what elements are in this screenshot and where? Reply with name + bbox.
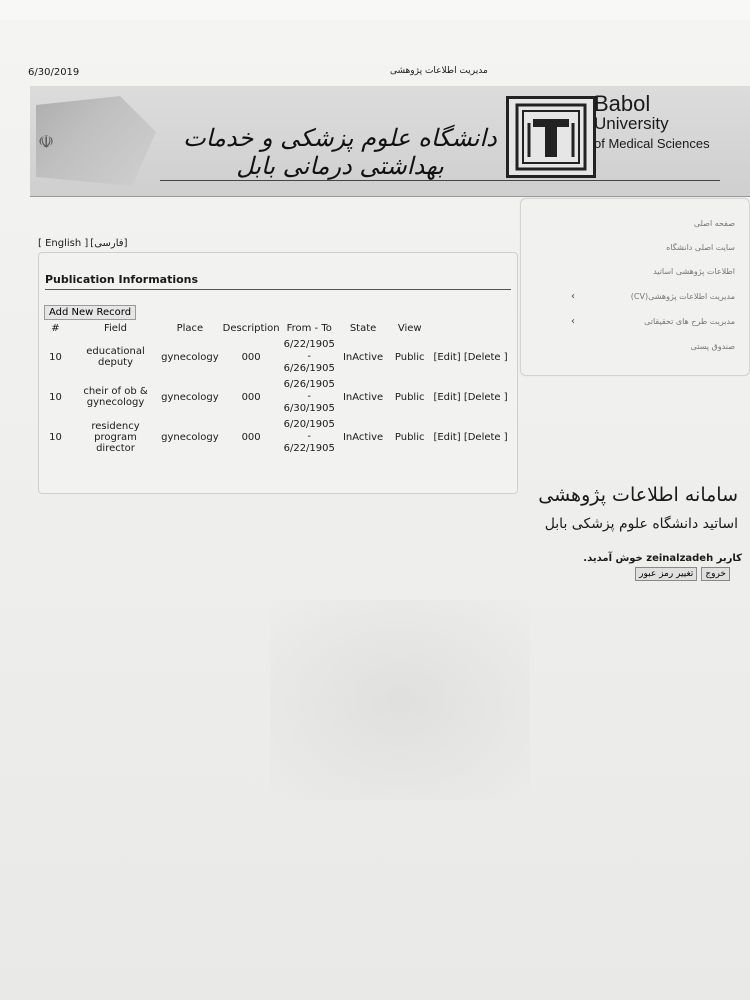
- user-actions: [635, 567, 730, 581]
- cell-from-to: [282, 417, 337, 457]
- table-header-row: [39, 319, 511, 337]
- university-name-line2: University: [594, 114, 669, 134]
- chevron-left-icon: ‹: [571, 316, 575, 327]
- cell-place: gynecology: [161, 351, 219, 363]
- add-new-record-button[interactable]: Add New Record: [44, 305, 136, 320]
- date-separator: -: [307, 351, 312, 362]
- table-row: [39, 377, 511, 417]
- cell-actions: [430, 377, 511, 417]
- flag-emblem-icon: ☫: [38, 132, 55, 153]
- cell-description: 000: [241, 431, 261, 443]
- edit-link[interactable]: [Edit]: [433, 431, 461, 443]
- menu-item-mailbox[interactable]: صندوق پستی: [690, 342, 735, 351]
- col-num: #: [51, 322, 60, 334]
- cell-view: Public: [394, 431, 425, 443]
- university-logo-icon: [506, 96, 596, 178]
- menu-item-cv-management[interactable]: مدیریت اطلاعات پژوهشی(CV): [630, 292, 735, 301]
- change-password-button[interactable]: تغییر رمز عبور: [635, 567, 697, 581]
- menu-item-research-projects[interactable]: مدیریت طرح های تحقیقاتی: [644, 317, 735, 326]
- cell-place: gynecology: [161, 431, 219, 443]
- chevron-left-icon: ‹: [571, 291, 575, 302]
- edit-link[interactable]: [Edit]: [433, 391, 461, 403]
- banner-divider: [160, 180, 720, 181]
- col-actions: [430, 319, 511, 337]
- cell-description: 000: [241, 351, 261, 363]
- date-from: 6/20/1905: [283, 419, 335, 430]
- publications-panel: [38, 252, 518, 494]
- cell-state: InActive: [342, 391, 384, 403]
- english-link[interactable]: [ English ]: [38, 238, 89, 249]
- cell-num: 10: [49, 391, 62, 403]
- menu-item-faculty-research[interactable]: اطلاعات پژوهشی اساتید: [653, 267, 735, 276]
- date-from: 6/26/1905: [283, 379, 335, 390]
- date-to: 6/26/1905: [283, 363, 335, 374]
- table-row: [39, 417, 511, 457]
- persian-link[interactable]: [فارسی]: [90, 238, 128, 249]
- print-date: 6/30/2019: [28, 67, 80, 78]
- delete-link[interactable]: [Delete ]: [463, 351, 508, 363]
- university-name-line3: of Medical Sciences: [594, 135, 710, 151]
- panel-title: Publication Informations: [45, 273, 199, 286]
- cell-place: gynecology: [161, 391, 219, 403]
- print-page-title: مدیریت اطلاعات پژوهشی: [390, 66, 488, 76]
- university-name: [594, 92, 710, 151]
- date-separator: -: [307, 431, 312, 442]
- date-separator: -: [307, 391, 312, 402]
- university-banner: [30, 86, 750, 197]
- cell-state: InActive: [342, 351, 384, 363]
- menu-item-home[interactable]: صفحه اصلی: [693, 219, 735, 228]
- col-field: Field: [103, 322, 128, 334]
- date-to: 6/22/1905: [283, 443, 335, 454]
- cell-state: InActive: [342, 431, 384, 443]
- panel-divider: [45, 289, 511, 290]
- col-from-to: From - To: [286, 322, 332, 334]
- date-from: 6/22/1905: [283, 339, 335, 350]
- university-name-line1: Babol: [594, 91, 651, 116]
- delete-link[interactable]: [Delete ]: [463, 431, 508, 443]
- print-smudge: [270, 600, 530, 800]
- menu-item-university-site[interactable]: سایت اصلی دانشگاه: [666, 243, 735, 252]
- cell-field: residency program director: [91, 420, 140, 454]
- col-place: Place: [176, 322, 204, 334]
- cell-num: 10: [49, 351, 62, 363]
- cell-field: cheir of ob & gynecology: [83, 386, 148, 408]
- cell-from-to: [282, 377, 337, 417]
- cell-view: Public: [394, 391, 425, 403]
- system-subtitle: اساتید دانشگاه علوم پزشکی بابل: [544, 516, 738, 532]
- browser-top-strip: [0, 0, 750, 20]
- side-menu: [520, 198, 750, 376]
- welcome-message: کاربر zeinalzadeh خوش آمدید.: [583, 553, 742, 564]
- table-row: [39, 337, 511, 377]
- cell-field: educational deputy: [86, 346, 145, 368]
- logo-mark: [509, 99, 593, 175]
- publications-table: [39, 319, 511, 457]
- col-view: View: [397, 322, 422, 334]
- cell-actions: [430, 337, 511, 377]
- language-switcher: [38, 238, 129, 249]
- cell-view: Public: [394, 351, 425, 363]
- logout-button[interactable]: خروج: [701, 567, 730, 581]
- col-description: Description: [222, 322, 280, 334]
- date-to: 6/30/1905: [283, 403, 335, 414]
- col-state: State: [349, 322, 377, 334]
- cell-actions: [430, 417, 511, 457]
- system-title: سامانه اطلاعات پژوهشی: [538, 484, 738, 506]
- delete-link[interactable]: [Delete ]: [463, 391, 508, 403]
- cell-num: 10: [49, 431, 62, 443]
- edit-link[interactable]: [Edit]: [433, 351, 461, 363]
- cell-from-to: [282, 337, 337, 377]
- cell-description: 000: [241, 391, 261, 403]
- banner-calligraphy: دانشگاه علوم پزشکی و خدمات بهداشتی درمانی بابل: [183, 124, 497, 180]
